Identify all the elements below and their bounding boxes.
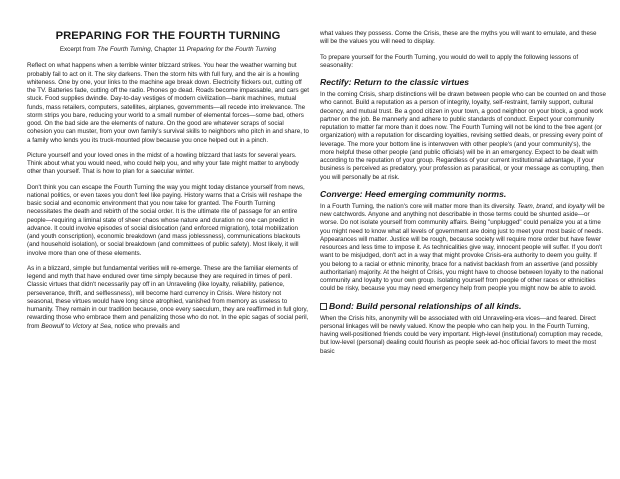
paragraph-lessons: To prepare yourself for the Fourth Turning, you would do well to apply the following lessons of seasonality:: [320, 53, 579, 69]
paragraph-converge: [320, 203, 606, 294]
text-run: As in a blizzard, simple but fundamental verities will re-emerge. These are the familiar elements of legend and myth that have endured over time simply because they are required in times of peril. Classic virtues that didn't necessarily pay off in an Unraveling (like loyalty, reliability, patience, perseverance, thrift, and selflessness), will become hard currency in Crisis. Were history not seasonal, these virtues would have long since atrophied, vanished from memory as useless to humanity. They remain in our tradition because, once every saeculum, they are reaffirmed in full glory, rewarding those who embrace them and penalizing those who do not. In the epic sagas of social peril, from: [27, 264, 309, 330]
paragraph-bond: When the Crisis hits, anonymity will be associated with old Unraveling-era vices—and feared. Direct personal linkages will be newly valued. Know the people who can help you. In the Fourth Turning, having well-positioned friends could be very important. High-level (institutional) corruption may recede, but low-level (personal) dealing could flourish as people seek ad-hoc official favors to meet the most basic: [320, 314, 603, 355]
right-column: [320, 30, 606, 479]
heading-keyword: Rectify: [320, 77, 349, 87]
page-subtitle: [27, 46, 309, 54]
left-column: [27, 30, 309, 479]
subtitle-book: The Fourth Turning: [97, 46, 151, 53]
text-run: , notice who prevails and: [110, 322, 180, 330]
italic-run: Beowulf: [41, 322, 64, 330]
heading-rest: : Heed emerging community norms.: [359, 188, 507, 199]
subtitle-middle: , Chapter 11: [150, 46, 187, 53]
paragraph-blizzard: Reflect on what happens when a terrible winter blizzard strikes. You hear the weather warning but probably fail to act on it. The sky darkens. Then the storm hits with full fury, and the air is a howling whiteness. One by one, your links to the machine age break down. Electricity flickers out, cutting off the TV. Batteries fade, cutting off the radio. Phones go dead. Roads become impassable, and cars get stuck. Food supplies dwindle. Day-to-day vestiges of modern civilization—bank machines, mutual funds, mass retailers, computers, satellites, airplanes, governments—all recede into irrelevance. The storm strips you bare, reducing your world to a small number of elemental forces—some bad, others good. On the bad side are the elements of nature. On the good are whatever scraps of social cohesion you can muster, from your own family's survival skills to neighbors who pitch in and share, to a family who lends you its truck-mounted plow because you once helped out in a pinch.: [27, 62, 310, 144]
heading-rest: : Build personal relationships of all kinds.: [350, 300, 522, 311]
heading-keyword: Bond: [329, 300, 351, 311]
paragraph-picture: Picture yourself and your loved ones in the midst of a howling blizzard that lasts for several years. Think about what you would need, who could help you, and why your fate might matter to anybody other than yourself. That is how to plan for a saecular winter.: [27, 151, 299, 176]
page-title: PREPARING FOR THE FOURTH TURNING: [55, 30, 281, 42]
subtitle-prefix: Excerpt from: [59, 46, 98, 53]
text-run: , and: [552, 202, 568, 210]
heading-converge: [320, 189, 606, 199]
heading-rectify: [320, 77, 606, 87]
paragraph-rectify: In the coming Crisis, sharp distinctions will be drawn between people who can be counted on and those who cannot. Build a reputation as a person of integrity, loyalty, self-restraint, family support, cultural decency, and mutual trust. Be a good citizen in your town, a good neighbor on your block, a good work partner on the job. Be mannerly and adhere to public standards of conduct. Expect your community reputation to matter far more than it does now. The Fourth Turning will not be kind to the free agent (or organization) with a reputation for discarding loyalties, revising settled deals, or pressing every point of leverage. The more your bottom line is interwoven with other people's (and your community's), the more helpful these other people (and public officials) will be in an emergency. Expect to be dealt with according to the reputation of your group. Regardless of your current institutional advantage, if your business is perceived as predatory, your profession as parasitical, or your message as corrupting, then you will personally be at risk.: [320, 91, 606, 181]
heading-keyword: Converge: [320, 188, 360, 199]
text-run: will be new catchwords. Anyone and anything not describable in those terms could be shunted aside—or worse. Do not isolate yourself from community affairs. Being "unplugged" could penalize you at a time you might need to know what all levels of government are doing just to meet your most basic of needs. Appearances will matter. Justice will be rough, because society will require more order but have fewer resources and less time to impose it. As technicalities give way, innocent people will suffer. If you don't want to be misjudged, don't act in a way that might provoke Crisis-era authority to deem you guilty. If you belong to a racial or ethnic minority, brace for a nativist backlash from an assertive (and possibly authoritarian) majority. At the height of Crisis, you might have to choose between loyalty to the national community and loyalty to your own group. Isolating yourself from people of other races or ethnicities could be risky, because you may need emergency help from people you might now be able to avoid.: [320, 202, 605, 293]
text-run: In a Fourth Turning, the nation's core will matter more than its diversity.: [320, 202, 518, 210]
italic-run: Victory at Sea: [72, 322, 111, 330]
text-run: ,: [532, 202, 537, 210]
paragraph-verities: [27, 265, 309, 331]
paragraph-values: what values they possess. Come the Crisis, these are the myths you will want to emulate, and these will be the values you will need to display.: [320, 30, 597, 46]
heading-rest: : Return to the classic virtues: [348, 77, 470, 87]
italic-run: brand: [536, 202, 553, 210]
heading-bond: [320, 301, 606, 311]
text-run: to: [63, 322, 73, 330]
italic-run: Team: [517, 202, 533, 210]
missing-glyph-icon: [320, 303, 327, 310]
subtitle-chapter: Preparing for the Fourth Turning: [186, 46, 277, 53]
paragraph-escape: Don't think you can escape the Fourth Turning the way you might today distance yourself from news, national politics, or even taxes you don't feel like paying. History warns that a Crisis will reshape the basic social and economic environment that you now take for granted. The Fourth Turning necessitates the death and rebirth of the social order. It is the ultimate rite of passage for an entire people—requiring a liminal state of sheer chaos whose nature and duration no one can predict in advance. It could involve episodes of social dislocation (and enforced migration), total mobilization (and youth conscription), economic breakdown (and mass joblessness), communications blackouts (and household isolation), or social breakdown (and committees of public safety). Most likely, it will involve more than one of these elements.: [27, 183, 305, 257]
italic-run: loyalty: [567, 202, 586, 210]
